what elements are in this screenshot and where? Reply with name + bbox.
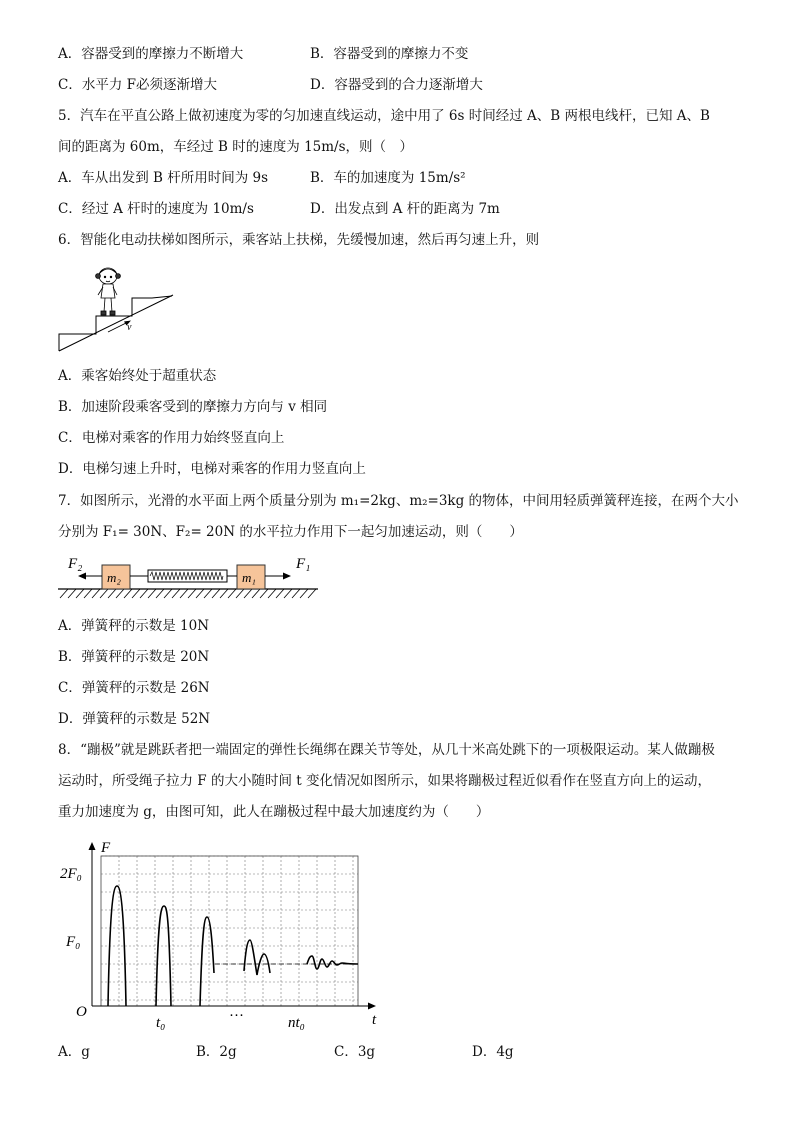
escalator-figure (56, 262, 178, 354)
q8-stem-line1: 8．“蹦极”就是跳跃者把一端固定的弹性长绳绑在踝关节等处，从几十米高处跳下的一项极限运动。某人做蹦极 (58, 742, 715, 758)
q5-option-d[interactable]: D．出发点到 A 杆的距离为 7m (310, 201, 500, 217)
peak-3 (200, 917, 214, 1006)
q7-option-a[interactable]: A．弹簧秤的示数是 10N (58, 618, 210, 634)
q8-stem-line2: 运动时，所受绳子拉力 F 的大小随时间 t 变化情况如图所示，如果将蹦极过程近似看作在竖直方向上的运动， (58, 773, 711, 789)
oscillation-5 (307, 956, 358, 969)
q4-options-row2 (58, 76, 483, 94)
velocity-arrow (108, 322, 128, 332)
graph-nt0-tick: nt₀ (288, 1015, 305, 1031)
q4-option-b[interactable]: B．容器受到的摩擦力不变 (310, 46, 469, 62)
oscillation-4 (244, 940, 270, 975)
q8-options-row (58, 1043, 514, 1061)
graph-f0-tick: F₀ (66, 934, 81, 950)
q6-option-d[interactable]: D．电梯匀速上升时，电梯对乘客的作用力竖直向上 (58, 461, 366, 477)
graph-dots: ··· (229, 1008, 244, 1024)
q4-option-a[interactable]: A．容器受到的摩擦力不断增大 (58, 46, 244, 62)
spring-scale-figure (56, 552, 322, 604)
q4-option-c[interactable]: C．水平力 F必须逐渐增大 (58, 77, 217, 93)
q4-option-d[interactable]: D．容器受到的合力逐渐增大 (310, 77, 483, 93)
graph-origin-label: O (76, 1004, 87, 1020)
q7-stem-line2: 分别为 F₁= 30N、F₂= 20N 的水平拉力作用下一起匀加速运动，则（ ） (58, 524, 523, 540)
q7-stem-line1: 7．如图所示，光滑的水平面上两个质量分别为 m₁=2kg、m₂=3kg 的物体，中间用轻质弹簧秤连接，在两个大小 (58, 493, 739, 509)
q4-options-row1 (58, 45, 468, 63)
graph-y-label: F (101, 840, 111, 856)
q7-option-c[interactable]: C．弹簧秤的示数是 26N (58, 680, 210, 696)
q7-option-b[interactable]: B．弹簧秤的示数是 20N (58, 649, 210, 665)
q6-option-b[interactable]: B．加速阶段乘客受到的摩擦力方向与 v 相同 (58, 399, 328, 415)
force-time-graph (56, 838, 386, 1034)
graph-x-label: t (372, 1012, 377, 1028)
q6-option-a[interactable]: A．乘客始终处于超重状态 (58, 368, 217, 384)
graph-2f0-tick: 2F₀ (60, 866, 82, 882)
block-m1-label: m₁ (242, 570, 256, 585)
q5-options-row1 (58, 169, 466, 187)
q5-options-row2 (58, 200, 500, 218)
q8-option-b[interactable]: B．2g (196, 1044, 237, 1060)
q8-option-a[interactable]: A．g (58, 1044, 90, 1060)
q5-stem-line1: 5．汽车在平直公路上做初速度为零的匀加速直线运动，途中用了 6s 时间经过 A、B 两根电线杆，已知 A、B (58, 108, 710, 124)
q5-option-c[interactable]: C．经过 A 杆时的速度为 10m/s (58, 201, 254, 217)
force-f2-label: F₂ (68, 556, 83, 572)
q6-stem: 6．智能化电动扶梯如图所示，乘客站上扶梯，先缓慢加速，然后再匀速上升，则 (58, 232, 540, 248)
velocity-label: v (127, 322, 132, 333)
graph-grid (101, 856, 358, 1006)
q8-option-c[interactable]: C．3g (334, 1044, 376, 1060)
block-m2-label: m₂ (107, 570, 121, 585)
peak-2 (156, 906, 171, 1006)
q5-option-a[interactable]: A．车从出发到 B 杆所用时间为 9s (58, 170, 269, 186)
q5-stem-line2: 间的距离为 60m，车经过 B 时的速度为 15m/s，则（ ） (58, 139, 414, 155)
graph-t0-tick: t₀ (156, 1015, 166, 1031)
q7-option-d[interactable]: D．弹簧秤的示数是 52N (58, 711, 211, 727)
escalator-incline (59, 295, 173, 351)
ground-hatching (60, 589, 316, 598)
q8-option-d[interactable]: D．4g (472, 1044, 514, 1060)
q8-stem-line3: 重力加速度为 g，由图可知，此人在蹦极过程中最大加速度约为（ ） (58, 804, 490, 820)
q5-option-b[interactable]: B．车的加速度为 15m/s² (310, 170, 466, 186)
passenger-icon (96, 268, 121, 315)
force-f1-label: F₁ (296, 556, 311, 572)
q6-option-c[interactable]: C．电梯对乘客的作用力始终竖直向上 (58, 430, 285, 446)
